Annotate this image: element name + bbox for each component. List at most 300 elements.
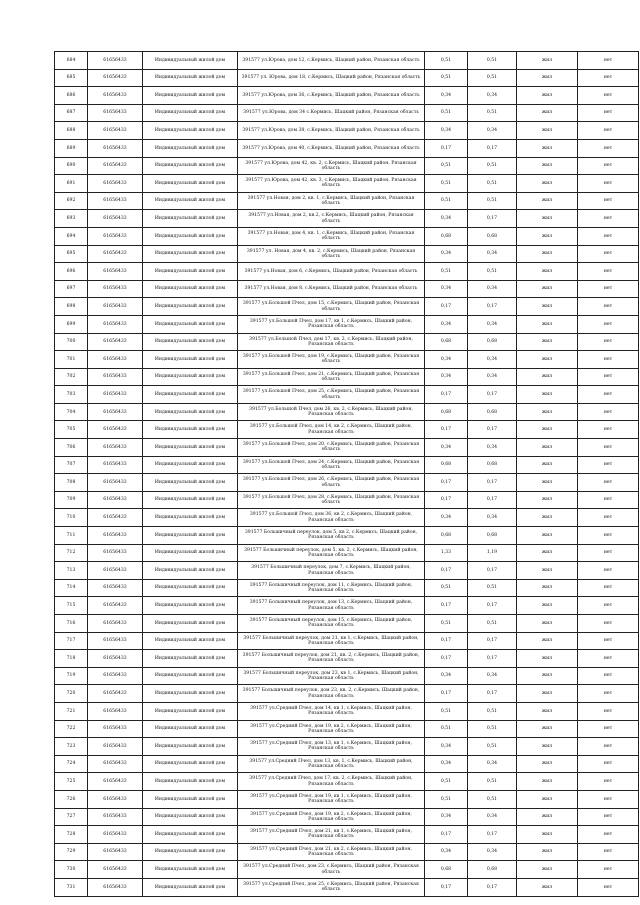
purpose-cell: жил [517,263,578,281]
address-cell: 391577 ул.Большой Пчел, дом 14, кв 2, с.Кермись, Шацкий район, Рязанская область [238,421,425,439]
purpose-cell: жил [517,474,578,492]
area-living-cell: 0,17 [468,826,517,844]
address-cell: 391577 Большичный переулок, дом 15, с.Кермись, Шацкий район, Рязанская область [238,615,425,633]
purpose-cell: жил [517,87,578,105]
table-row [55,139,639,157]
area-total-cell: 0,17 [425,632,468,650]
flag-cell: нет [578,562,639,580]
object-type-cell: Индивидуальный жилой дом [143,667,238,685]
oktmo-code-cell: 61656433 [88,52,143,70]
area-living-cell: 0,17 [468,139,517,157]
object-type-cell: Индивидуальный жилой дом [143,790,238,808]
area-living-cell: 0,51 [468,615,517,633]
flag-cell: нет [578,667,639,685]
object-type-cell: Индивидуальный жилой дом [143,632,238,650]
area-total-cell: 0,17 [425,878,468,896]
area-living-cell: 0,68 [468,527,517,545]
area-total-cell: 0,17 [425,491,468,509]
row-number-cell: 703 [55,386,88,404]
area-living-cell: 0,17 [468,421,517,439]
purpose-cell: жил [517,298,578,316]
row-number-cell: 692 [55,192,88,210]
row-number-cell: 694 [55,227,88,245]
oktmo-code-cell: 61656433 [88,755,143,773]
address-cell: 391577 ул.Новая, дом 6, с.Кермись, Шацкий район, Рязанская область [238,263,425,281]
purpose-cell: жил [517,439,578,457]
oktmo-code-cell: 61656433 [88,421,143,439]
area-living-cell: 0,51 [468,702,517,720]
purpose-cell: жил [517,843,578,861]
oktmo-code-cell: 61656433 [88,351,143,369]
row-number-cell: 723 [55,738,88,756]
object-type-cell: Индивидуальный жилой дом [143,210,238,228]
row-number-cell: 726 [55,790,88,808]
table-row [55,562,639,580]
area-total-cell: 0,17 [425,597,468,615]
address-cell: 391577 ул.Юрова, дом 38, с.Кермись, Шацкий район, Рязанская область [238,122,425,140]
flag-cell: нет [578,527,639,545]
row-number-cell: 691 [55,175,88,193]
flag-cell: нет [578,69,639,87]
area-living-cell: 0,34 [468,843,517,861]
area-total-cell: 0,17 [425,386,468,404]
object-type-cell: Индивидуальный жилой дом [143,544,238,562]
row-number-cell: 725 [55,773,88,791]
address-cell: 391577 ул.Средний Пчел, дом 19, кв 2, с.Кермись, Шацкий район, Рязанская область [238,808,425,826]
area-total-cell: 0,34 [425,210,468,228]
table-row [55,579,639,597]
row-number-cell: 687 [55,104,88,122]
table-row [55,878,639,896]
table-row [55,667,639,685]
area-living-cell: 0,17 [468,562,517,580]
area-total-cell: 0,51 [425,52,468,70]
object-type-cell: Индивидуальный жилой дом [143,122,238,140]
oktmo-code-cell: 61656433 [88,210,143,228]
register-rows [55,52,639,897]
purpose-cell: жил [517,386,578,404]
purpose-cell: жил [517,808,578,826]
oktmo-code-cell: 61656433 [88,69,143,87]
flag-cell: нет [578,491,639,509]
address-cell: 391577 Большичный переулок, дом 11, с.Кермись, Шацкий район, Рязанская область [238,579,425,597]
table-row [55,597,639,615]
address-cell: 391577 ул.Средний Пчел, дом 13, кв. 1, с.Кермись, Шацкий район, Рязанская область [238,755,425,773]
row-number-cell: 728 [55,826,88,844]
area-living-cell: 0,51 [468,157,517,175]
address-cell: 391577 ул.Большой Пчел, дом 28, с.Кермись, Шацкий район, Рязанская область [238,491,425,509]
address-cell: 391577 ул.Средний Пчел, дом 21, кв 2, с.Кермись, Шацкий район, Рязанская область [238,843,425,861]
area-living-cell: 0,51 [468,773,517,791]
area-total-cell: 0,34 [425,122,468,140]
purpose-cell: жил [517,790,578,808]
area-living-cell: 0,51 [468,720,517,738]
address-cell: 391577 ул.Юрова, дом 36, с.Кермись, Шацкий район, Рязанская область [238,87,425,105]
row-number-cell: 731 [55,878,88,896]
oktmo-code-cell: 61656433 [88,280,143,298]
table-row [55,175,639,193]
address-cell: 391577 ул.Новая, дом 2, кв. 1, с.Кермись, Шацкий район, Рязанская область [238,192,425,210]
oktmo-code-cell: 61656433 [88,263,143,281]
address-cell: 391577 ул.Средний Пчел, дом 19, кв 2, с.Кермись, Шацкий район, Рязанская область [238,720,425,738]
address-cell: 391577 ул.Большой Пчел, дом 17, кв. 2, с.Кермись, Шацкий район, Рязанская область [238,333,425,351]
oktmo-code-cell: 61656433 [88,122,143,140]
table-row [55,474,639,492]
table-row [55,351,639,369]
purpose-cell: жил [517,667,578,685]
area-total-cell: 0,17 [425,685,468,703]
purpose-cell: жил [517,685,578,703]
object-type-cell: Индивидуальный жилой дом [143,843,238,861]
address-cell: 391577 ул.Средний Пчел, дом 13, кв 1, с.Кермись, Шацкий район, Рязанская область [238,738,425,756]
oktmo-code-cell: 61656433 [88,439,143,457]
table-row [55,386,639,404]
row-number-cell: 722 [55,720,88,738]
area-living-cell: 0,17 [468,474,517,492]
row-number-cell: 711 [55,527,88,545]
object-type-cell: Индивидуальный жилой дом [143,421,238,439]
purpose-cell: жил [517,861,578,879]
flag-cell: нет [578,245,639,263]
area-living-cell: 0,17 [468,386,517,404]
purpose-cell: жил [517,192,578,210]
row-number-cell: 713 [55,562,88,580]
oktmo-code-cell: 61656433 [88,245,143,263]
row-number-cell: 729 [55,843,88,861]
oktmo-code-cell: 61656433 [88,667,143,685]
object-type-cell: Индивидуальный жилой дом [143,298,238,316]
row-number-cell: 710 [55,509,88,527]
table-row [55,122,639,140]
table-row [55,650,639,668]
area-total-cell: 0,51 [425,192,468,210]
area-total-cell: 1,33 [425,544,468,562]
object-type-cell: Индивидуальный жилой дом [143,878,238,896]
flag-cell: нет [578,456,639,474]
table-row [55,527,639,545]
area-total-cell: 0,34 [425,245,468,263]
address-cell: 391577 ул.Большой Пчел, дом 19, с.Кермись, Шацкий район, Рязанская область [238,351,425,369]
row-number-cell: 690 [55,157,88,175]
purpose-cell: жил [517,738,578,756]
purpose-cell: жил [517,351,578,369]
purpose-cell: жил [517,579,578,597]
area-total-cell: 0,17 [425,139,468,157]
object-type-cell: Индивидуальный жилой дом [143,386,238,404]
object-type-cell: Индивидуальный жилой дом [143,351,238,369]
address-cell: 391577 Большичный переулок, дом 5, кв. 2, с.Кермись, Шацкий район, Рязанская область [238,544,425,562]
oktmo-code-cell: 61656433 [88,509,143,527]
area-living-cell: 0,34 [468,87,517,105]
table-row [55,245,639,263]
object-type-cell: Индивидуальный жилой дом [143,227,238,245]
address-cell: 391577 Большичный переулок, дом 21, кв. 2, с.Кермись, Шацкий район, Рязанская область [238,650,425,668]
flag-cell: нет [578,579,639,597]
address-cell: 391577 Большичный переулок, дом 13, с.Кермись, Шацкий район, Рязанская область [238,597,425,615]
table-row [55,509,639,527]
purpose-cell: жил [517,421,578,439]
oktmo-code-cell: 61656433 [88,738,143,756]
area-total-cell: 0,17 [425,826,468,844]
area-total-cell: 0,51 [425,175,468,193]
row-number-cell: 705 [55,421,88,439]
area-total-cell: 0,34 [425,351,468,369]
address-cell: 391577 ул.Большой Пчел, дом 20, с.Кермись, Шацкий район, Рязанская область [238,439,425,457]
area-total-cell: 0,68 [425,403,468,421]
area-total-cell: 0,34 [425,368,468,386]
oktmo-code-cell: 61656433 [88,597,143,615]
object-type-cell: Индивидуальный жилой дом [143,439,238,457]
purpose-cell: жил [517,562,578,580]
address-cell: 391577 Большичный переулок, дом 23, кв. 2, с.Кермись, Шацкий район, Рязанская область [238,685,425,703]
object-type-cell: Индивидуальный жилой дом [143,280,238,298]
area-total-cell: 0,34 [425,280,468,298]
table-row [55,491,639,509]
housing-register-table [54,51,639,897]
address-cell: 391577 ул.Большой Пчел, дом 21, с.Кермись, Шацкий район, Рязанская область [238,368,425,386]
address-cell: 391577 ул.Юрова, дом 40, с.Кермись, Шацкий район, Рязанская область [238,139,425,157]
row-number-cell: 714 [55,579,88,597]
flag-cell: нет [578,280,639,298]
area-living-cell: 0,17 [468,491,517,509]
flag-cell: нет [578,122,639,140]
area-total-cell: 0,51 [425,69,468,87]
object-type-cell: Индивидуальный жилой дом [143,263,238,281]
row-number-cell: 727 [55,808,88,826]
object-type-cell: Индивидуальный жилой дом [143,702,238,720]
purpose-cell: жил [517,245,578,263]
oktmo-code-cell: 61656433 [88,544,143,562]
table-row [55,456,639,474]
area-total-cell: 0,68 [425,861,468,879]
purpose-cell: жил [517,280,578,298]
purpose-cell: жил [517,773,578,791]
area-living-cell: 0,17 [468,298,517,316]
purpose-cell: жил [517,491,578,509]
area-living-cell: 0,51 [468,192,517,210]
flag-cell: нет [578,861,639,879]
area-living-cell: 0,34 [468,368,517,386]
row-number-cell: 716 [55,615,88,633]
oktmo-code-cell: 61656433 [88,861,143,879]
address-cell: 391577 ул.Юрова, дом 34 с.Кермись, Шацкий район, Рязанская область [238,104,425,122]
object-type-cell: Индивидуальный жилой дом [143,650,238,668]
row-number-cell: 685 [55,69,88,87]
oktmo-code-cell: 61656433 [88,702,143,720]
purpose-cell: жил [517,227,578,245]
row-number-cell: 724 [55,755,88,773]
object-type-cell: Индивидуальный жилой дом [143,192,238,210]
oktmo-code-cell: 61656433 [88,773,143,791]
table-row [55,702,639,720]
flag-cell: нет [578,632,639,650]
address-cell: 391577 ул.Большой Пчел, дом 36, кв 2, с.Кермись, Шацкий район, Рязанская область [238,509,425,527]
address-cell: 391577 ул.Средний Пчел, дом 23, с.Кермись, Шацкий район, Рязанская область [238,861,425,879]
table-row [55,157,639,175]
object-type-cell: Индивидуальный жилой дом [143,104,238,122]
oktmo-code-cell: 61656433 [88,720,143,738]
purpose-cell: жил [517,755,578,773]
flag-cell: нет [578,439,639,457]
flag-cell: нет [578,333,639,351]
address-cell: 391577 ул.Большой Пчел, дом 17, кв 1, с.Кермись, Шацкий район, Рязанская область [238,315,425,333]
table-row [55,333,639,351]
object-type-cell: Индивидуальный жилой дом [143,861,238,879]
area-total-cell: 0,68 [425,456,468,474]
oktmo-code-cell: 61656433 [88,491,143,509]
purpose-cell: жил [517,368,578,386]
table-row [55,315,639,333]
flag-cell: нет [578,878,639,896]
object-type-cell: Индивидуальный жилой дом [143,368,238,386]
oktmo-code-cell: 61656433 [88,562,143,580]
area-living-cell: 0,17 [468,632,517,650]
area-total-cell: 0,17 [425,298,468,316]
area-living-cell: 0,51 [468,69,517,87]
area-living-cell: 0,68 [468,456,517,474]
table-row [55,298,639,316]
area-living-cell: 0,51 [468,104,517,122]
address-cell: 391577 ул. Юрова, дом 18, с.Кермись, Шацкий район, Рязанская область [238,69,425,87]
area-living-cell: 0,51 [468,175,517,193]
flag-cell: нет [578,421,639,439]
area-total-cell: 0,68 [425,333,468,351]
oktmo-code-cell: 61656433 [88,650,143,668]
object-type-cell: Индивидуальный жилой дом [143,808,238,826]
table-row [55,69,639,87]
table-row [55,861,639,879]
area-total-cell: 0,51 [425,773,468,791]
row-number-cell: 715 [55,597,88,615]
flag-cell: нет [578,368,639,386]
area-living-cell: 0,34 [468,280,517,298]
oktmo-code-cell: 61656433 [88,685,143,703]
table-row [55,210,639,228]
flag-cell: нет [578,298,639,316]
oktmo-code-cell: 61656433 [88,192,143,210]
address-cell: 391577 ул.Большой Пчел, дом 26, с.Кермись, Шацкий район, Рязанская область [238,474,425,492]
area-living-cell: 1,19 [468,544,517,562]
flag-cell: нет [578,790,639,808]
purpose-cell: жил [517,104,578,122]
address-cell: 391577 Большичный переулок, дом 23, кв 1, с.Кермись, Шацкий район, Рязанская область [238,667,425,685]
area-living-cell: 0,68 [468,227,517,245]
area-living-cell: 0,17 [468,597,517,615]
area-living-cell: 0,17 [468,685,517,703]
object-type-cell: Индивидуальный жилой дом [143,69,238,87]
oktmo-code-cell: 61656433 [88,527,143,545]
purpose-cell: жил [517,122,578,140]
object-type-cell: Индивидуальный жилой дом [143,738,238,756]
flag-cell: нет [578,227,639,245]
flag-cell: нет [578,615,639,633]
area-living-cell: 0,51 [468,263,517,281]
area-total-cell: 0,34 [425,843,468,861]
purpose-cell: жил [517,456,578,474]
flag-cell: нет [578,403,639,421]
purpose-cell: жил [517,720,578,738]
purpose-cell: жил [517,632,578,650]
flag-cell: нет [578,685,639,703]
table-row [55,368,639,386]
flag-cell: нет [578,544,639,562]
object-type-cell: Индивидуальный жилой дом [143,597,238,615]
area-living-cell: 0,34 [468,509,517,527]
oktmo-code-cell: 61656433 [88,368,143,386]
oktmo-code-cell: 61656433 [88,87,143,105]
area-living-cell: 0,34 [468,122,517,140]
flag-cell: нет [578,474,639,492]
row-number-cell: 689 [55,139,88,157]
area-total-cell: 0,34 [425,87,468,105]
table-row [55,544,639,562]
row-number-cell: 730 [55,861,88,879]
purpose-cell: жил [517,509,578,527]
area-total-cell: 0,17 [425,562,468,580]
area-living-cell: 0,68 [468,333,517,351]
area-total-cell: 0,34 [425,667,468,685]
area-living-cell: 0,34 [468,351,517,369]
row-number-cell: 699 [55,315,88,333]
table-row [55,263,639,281]
area-total-cell: 0,34 [425,808,468,826]
flag-cell: нет [578,826,639,844]
oktmo-code-cell: 61656433 [88,104,143,122]
purpose-cell: жил [517,52,578,70]
area-living-cell: 0,17 [468,650,517,668]
row-number-cell: 712 [55,544,88,562]
object-type-cell: Индивидуальный жилой дом [143,157,238,175]
oktmo-code-cell: 61656433 [88,298,143,316]
object-type-cell: Индивидуальный жилой дом [143,456,238,474]
purpose-cell: жил [517,878,578,896]
oktmo-code-cell: 61656433 [88,315,143,333]
oktmo-code-cell: 61656433 [88,456,143,474]
purpose-cell: жил [517,702,578,720]
flag-cell: нет [578,720,639,738]
row-number-cell: 698 [55,298,88,316]
row-number-cell: 707 [55,456,88,474]
flag-cell: нет [578,175,639,193]
area-living-cell: 0,34 [468,808,517,826]
object-type-cell: Индивидуальный жилой дом [143,52,238,70]
flag-cell: нет [578,755,639,773]
area-total-cell: 0,68 [425,527,468,545]
flag-cell: нет [578,263,639,281]
object-type-cell: Индивидуальный жилой дом [143,562,238,580]
area-total-cell: 0,17 [425,421,468,439]
address-cell: 391577 Большичный переулок, дом 21, кв 1, с.Кермись, Шацкий район, Рязанская область [238,632,425,650]
purpose-cell: жил [517,826,578,844]
row-number-cell: 718 [55,650,88,668]
object-type-cell: Индивидуальный жилой дом [143,139,238,157]
area-living-cell: 0,68 [468,403,517,421]
row-number-cell: 700 [55,333,88,351]
row-number-cell: 701 [55,351,88,369]
address-cell: 391577 ул.Новая, дом 2, кв.2, с.Кермись, Шацкий район, Рязанская область [238,210,425,228]
object-type-cell: Индивидуальный жилой дом [143,245,238,263]
row-number-cell: 708 [55,474,88,492]
oktmo-code-cell: 61656433 [88,878,143,896]
purpose-cell: жил [517,597,578,615]
area-living-cell: 0,17 [468,210,517,228]
table-row [55,720,639,738]
oktmo-code-cell: 61656433 [88,826,143,844]
table-row [55,826,639,844]
oktmo-code-cell: 61656433 [88,790,143,808]
table-row [55,808,639,826]
area-total-cell: 0,51 [425,790,468,808]
